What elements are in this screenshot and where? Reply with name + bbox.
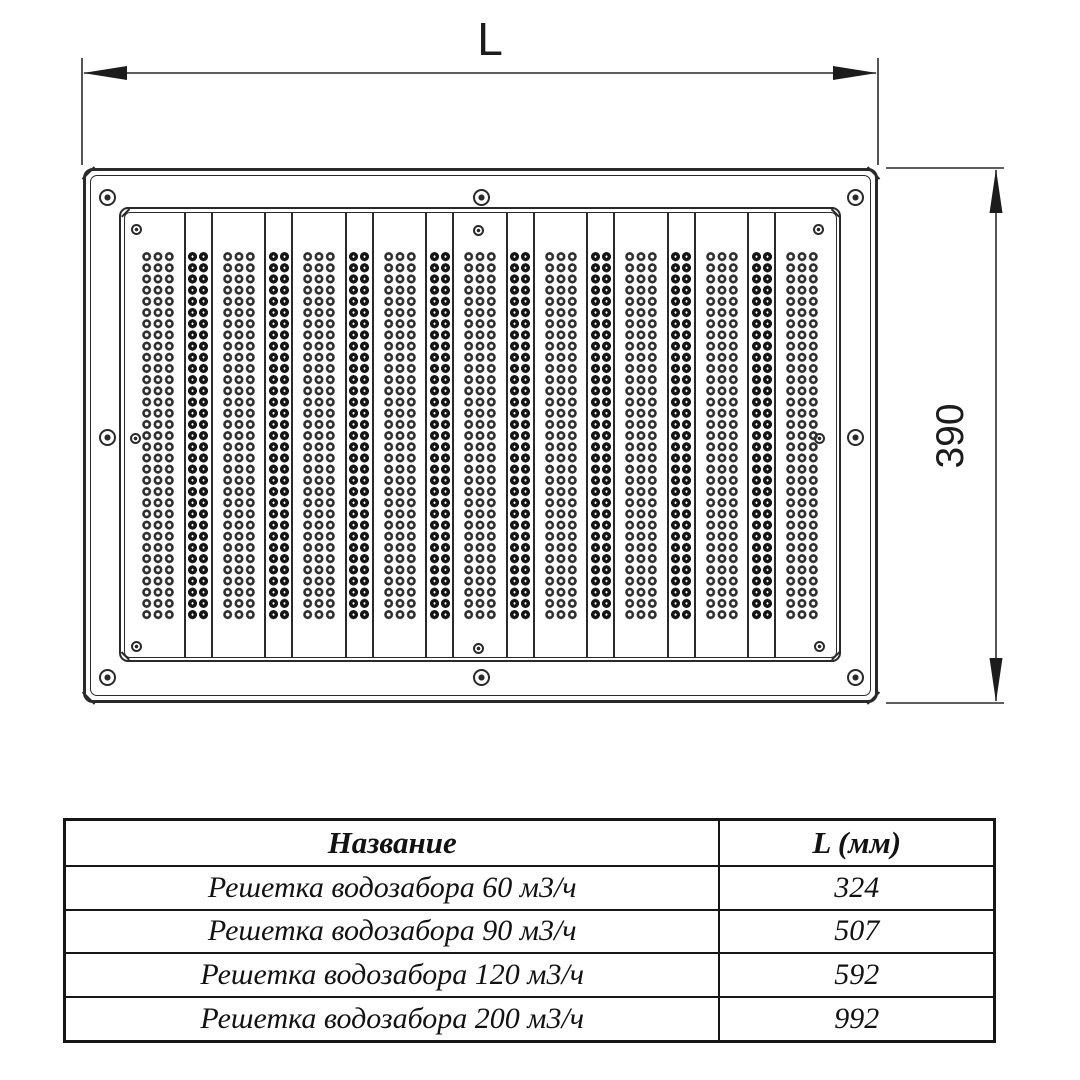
arrowhead-up-icon bbox=[990, 169, 1003, 213]
screw-hole-small bbox=[813, 224, 824, 235]
table-cell-name: Решетка водозабора 200 м3/ч bbox=[66, 998, 720, 1040]
table-cell-length: 592 bbox=[834, 958, 880, 992]
screw-hole bbox=[99, 189, 116, 206]
perforated-strip-dark bbox=[509, 251, 531, 621]
slat-bar bbox=[506, 212, 535, 657]
screw-hole bbox=[99, 669, 116, 686]
table-row bbox=[66, 865, 993, 909]
table-cell-length: 992 bbox=[834, 1002, 880, 1036]
screw-hole bbox=[847, 669, 864, 686]
screw-hole-small bbox=[814, 433, 825, 444]
table-row bbox=[66, 909, 993, 953]
perforated-strip bbox=[463, 251, 497, 621]
perforated-strip-dark bbox=[187, 251, 209, 621]
slat-bar bbox=[345, 212, 374, 657]
table-header-length: L (мм) bbox=[812, 825, 902, 861]
perforated-strip bbox=[222, 251, 256, 621]
slat-bar bbox=[264, 212, 293, 657]
width-dimension-label: L bbox=[477, 13, 503, 65]
table-cell-name: Решетка водозабора 60 м3/ч bbox=[66, 867, 720, 909]
grille-strips bbox=[124, 212, 836, 657]
slat-bar bbox=[184, 212, 213, 657]
screw-hole-small bbox=[473, 643, 484, 654]
table-cell-length: 324 bbox=[834, 870, 880, 904]
perforated-strip-dark bbox=[429, 251, 451, 621]
screw-hole-small bbox=[131, 641, 142, 652]
screw-hole-small bbox=[131, 224, 142, 235]
table-header-name: Название bbox=[66, 821, 720, 865]
screw-hole bbox=[473, 189, 490, 206]
arrowhead-right-icon bbox=[833, 66, 877, 80]
perforated-strip-dark bbox=[268, 251, 290, 621]
screw-hole bbox=[473, 669, 490, 686]
arrowhead-down-icon bbox=[990, 658, 1003, 702]
arrowhead-left-icon bbox=[83, 66, 127, 80]
slat-bar bbox=[667, 212, 696, 657]
slat-bar bbox=[747, 212, 776, 657]
perforated-strip-dark bbox=[348, 251, 370, 621]
perforated-strip bbox=[705, 251, 739, 621]
screw-hole bbox=[847, 429, 864, 446]
screw-hole-small bbox=[473, 225, 484, 236]
table-header-row bbox=[66, 821, 993, 865]
table-cell-name: Решетка водозабора 120 м3/ч bbox=[66, 954, 720, 996]
perforated-strip bbox=[624, 251, 658, 621]
perforated-strip-dark bbox=[670, 251, 692, 621]
table-row bbox=[66, 952, 993, 996]
perforated-strip bbox=[141, 251, 175, 621]
perforated-strip bbox=[383, 251, 417, 621]
slat-bar bbox=[425, 212, 454, 657]
height-dimension-label: 390 bbox=[929, 403, 972, 469]
table-cell-length: 507 bbox=[834, 914, 880, 948]
table-cell-name: Решетка водозабора 90 м3/ч bbox=[66, 911, 720, 953]
screw-hole-small bbox=[130, 433, 141, 444]
perforated-strip-dark bbox=[751, 251, 773, 621]
screw-hole bbox=[847, 189, 864, 206]
perforated-strip bbox=[302, 251, 336, 621]
screw-hole-small bbox=[814, 641, 825, 652]
perforated-strip bbox=[544, 251, 578, 621]
screw-hole bbox=[99, 429, 116, 446]
table-row bbox=[66, 996, 993, 1040]
perforated-strip-dark bbox=[590, 251, 612, 621]
slat-bar bbox=[586, 212, 615, 657]
spec-table bbox=[63, 818, 996, 1043]
